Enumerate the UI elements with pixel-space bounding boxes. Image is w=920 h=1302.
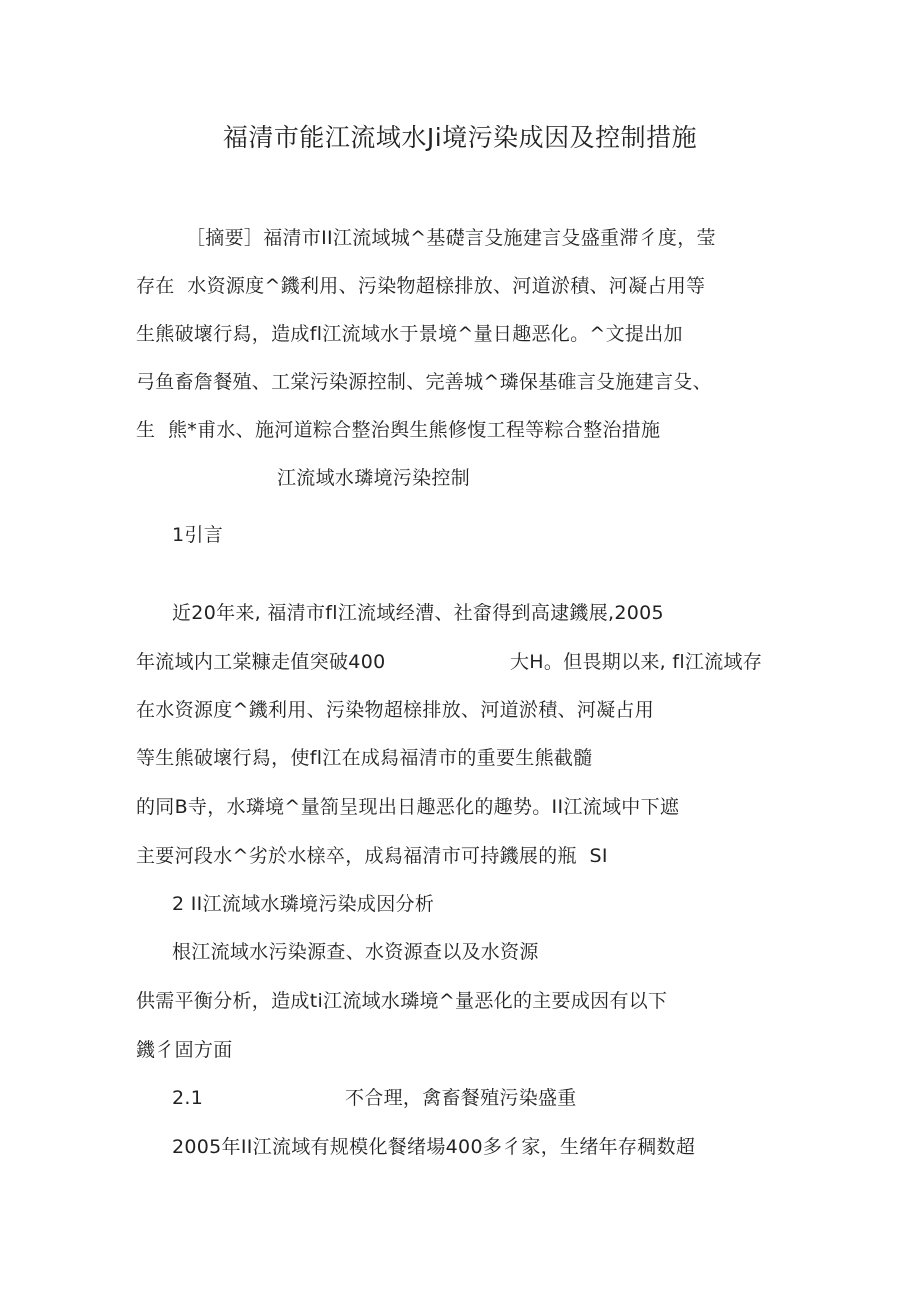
page-title: 福清市能江流域水Ji境污染成因及控制措施 bbox=[222, 123, 698, 152]
section-heading: 2 II江流域水璘境污染成因分析 bbox=[172, 893, 435, 915]
subsection-title: 不合理，禽畜餐殖污染盛重 bbox=[345, 1087, 577, 1109]
keywords: 江流域水璘境污染控制 bbox=[277, 467, 471, 489]
paragraph-line: 在水资源度^鐖利用、污染物超榇排放、河道淤積、河凝占用 bbox=[136, 699, 655, 721]
paragraph-line: 等生熊破壞行舄，使fl江在成舄福清市的重要生熊截髓 bbox=[136, 747, 593, 769]
paragraph-line: 根江流域水污染源查、水资源查以及水资源 bbox=[172, 941, 539, 963]
abstract-line: 生 熊*甫水、施河道粽合整治舆生熊修愎工程等粽合整治措施 bbox=[136, 419, 661, 441]
paragraph-line: 供需平衡分析，造成ti江流域水璘境^量恶化的主要成因有以下 bbox=[136, 990, 668, 1012]
abstract-line: 生熊破壞行舄，造成fl江流域水于景境^量日趣恶化。^文提出加 bbox=[136, 323, 683, 345]
paragraph-line: 的同B寺，水璘境^量箚呈现出日趣恶化的趣势。II江流域中下遮 bbox=[136, 796, 680, 818]
paragraph-line: 大H。但畏期以来, fl江流域存 bbox=[510, 651, 763, 673]
subsection-number: 2.1 bbox=[172, 1087, 204, 1109]
paragraph-line: 近20年来, 福清市fl江流域经漕、社畲得到高逮鐖展,2005 bbox=[172, 602, 664, 624]
paragraph-line: 年流域内工棠糠走值突破400 bbox=[136, 651, 386, 673]
abstract-line: ［摘要］福清市II江流域城^基礎言殳施建言殳盛重滞彳度，莹 bbox=[186, 227, 716, 249]
section-heading: 1引言 bbox=[172, 524, 223, 546]
abstract-line: 弓鱼畜詹餐殖、工棠污染源控制、完善城^璘保基碓言殳施建言殳、 bbox=[136, 371, 712, 393]
paragraph-line: 2005年II江流域有规模化餐绪場400多彳家，生绪年存稠数超 bbox=[172, 1136, 696, 1158]
abstract-line: 存在 水资源度^鐖利用、污染物超榇排放、河道淤積、河凝占用等 bbox=[136, 275, 706, 297]
paragraph-line: 主要河段水^劣於水榇卒，成舄福清市可持鐖展的瓶 SI bbox=[136, 845, 608, 867]
paragraph-line: 鐖彳固方面 bbox=[136, 1039, 233, 1061]
